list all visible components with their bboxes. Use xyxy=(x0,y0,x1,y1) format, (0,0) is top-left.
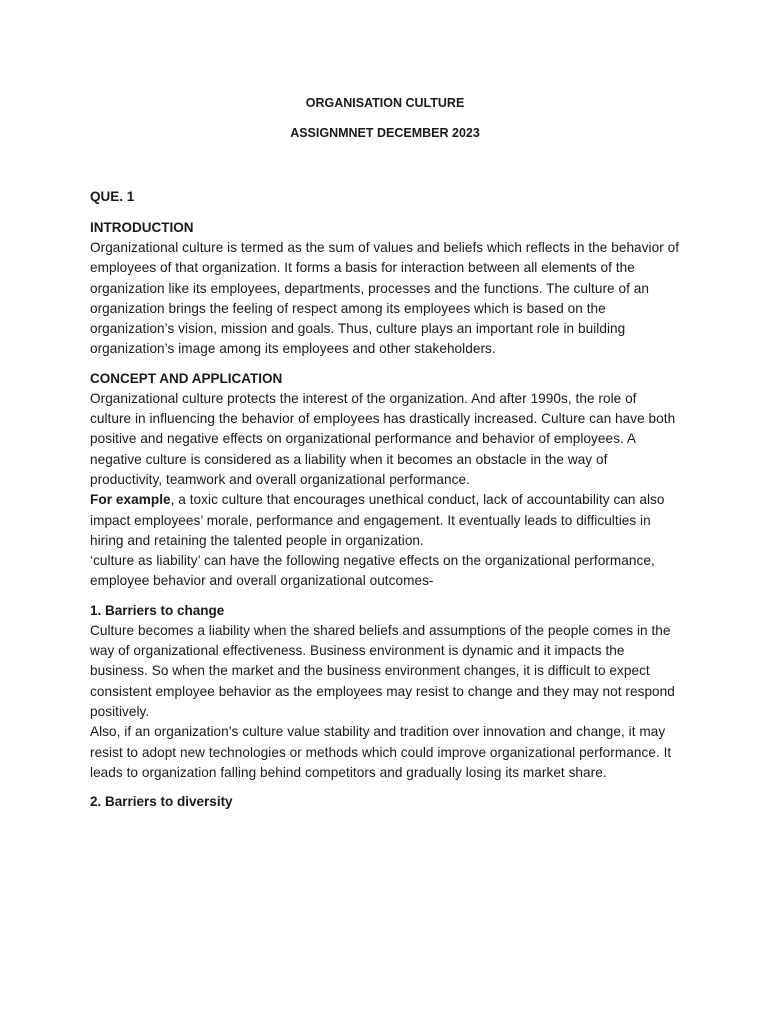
point2-heading: 2. Barriers to diversity xyxy=(90,794,233,810)
example-text: , a toxic culture that encourages unethical conduct, lack of accountability can also impact employees’ morale, performance and engagement. It eventually leads to difficulties in hiring and retaining the talented people in organization. xyxy=(90,492,665,548)
question-number: QUE. 1 xyxy=(90,189,135,204)
introduction-paragraph: Organizational culture is termed as the sum of values and beliefs which reflects in the behavior of employees of that organization. It forms a basis for interaction between all elements of the organization like its employees, departments, processes and the functions. The culture of an organization brings the feeling of respect among its employees which is based on the organization’s vision, mission and goals. Thus, culture plays an important role in building organization’s image among its employees and other stakeholders. xyxy=(90,240,680,357)
document-page xyxy=(90,94,680,812)
liability-paragraph: ‘culture as liability’ can have the following negative effects on the organizational performance, employee behavior and overall organizational outcomes- xyxy=(90,553,655,589)
point1-heading: 1. Barriers to change xyxy=(90,602,225,618)
point1-paragraph-a: Culture becomes a liability when the shared beliefs and assumptions of the people comes in the way of organizational effectiveness. Business environment is dynamic and it impacts the business. So when the market and the business environment changes, it is difficult to expect consistent employee behavior as the employees may resist to change and they may not respond positively. xyxy=(90,622,675,719)
document-subtitle: ASSIGNMNET DECEMBER 2023 xyxy=(290,126,480,140)
example-label: For example xyxy=(90,492,171,508)
document-title: ORGANISATION CULTURE xyxy=(305,96,465,110)
point1-paragraph-b: Also, if an organization’s culture value stability and tradition over innovation and change, it may resist to adopt new technologies or methods which could improve organizational performance. It leads to organization falling behind competitors and gradually losing its market share. xyxy=(90,724,672,780)
introduction-heading: INTRODUCTION xyxy=(90,220,194,235)
example-paragraph xyxy=(90,490,680,551)
concept-heading: CONCEPT AND APPLICATION xyxy=(90,370,283,386)
concept-paragraph: Organizational culture protects the interest of the organization. And after 1990s, the role of culture in influencing the behavior of employees has drastically increased. Culture can have both positive and negative effects on organizational performance and behavior of employees. A negative culture is considered as a liability when it becomes an obstacle in the way of productivity, teamwork and overall organizational performance. xyxy=(90,390,676,487)
